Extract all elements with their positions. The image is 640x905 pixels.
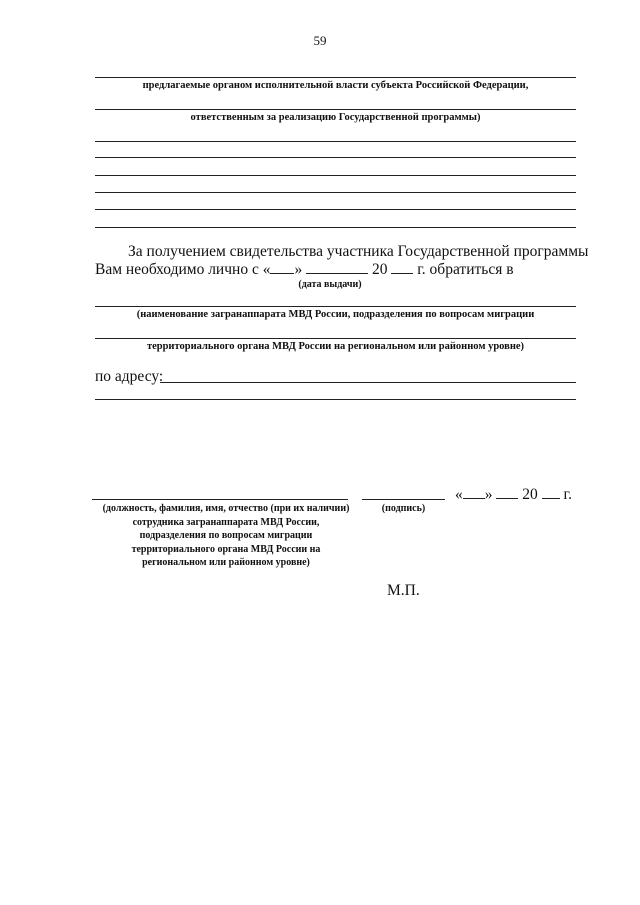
sign-day-blank[interactable]: [463, 485, 485, 499]
main-text-line-1: За получением свидетельства участника Государственной программы: [128, 243, 589, 260]
sign-date-suffix: г.: [563, 486, 572, 503]
sign-year-blank[interactable]: [542, 485, 560, 499]
main-text-suffix: г. обратиться в: [417, 261, 514, 278]
address-line[interactable]: [160, 382, 576, 383]
year-prefix: 20: [371, 261, 388, 278]
sign-date-open: «: [455, 486, 463, 503]
signatory-line[interactable]: [92, 499, 348, 500]
fill-line: [95, 192, 576, 193]
address-line-2[interactable]: [95, 399, 576, 400]
page-number: 59: [313, 33, 327, 48]
fill-line: [95, 209, 576, 210]
signature-caption: (подпись): [381, 503, 426, 514]
fill-line: [95, 306, 576, 307]
fill-line: [95, 109, 576, 110]
sign-month-blank[interactable]: [496, 485, 518, 499]
fill-line: [95, 338, 576, 339]
seal-label: М.П.: [387, 582, 420, 599]
day-blank[interactable]: [270, 260, 294, 274]
org-caption-2: территориального органа МВД России на региональном или районном уровне): [146, 341, 525, 352]
main-text-prefix: Вам необходимо лично с «: [95, 261, 271, 278]
header-caption-1: предлагаемые органом исполнительной власти субъекта Российской Федерации,: [142, 80, 529, 91]
sign-date: [455, 485, 572, 504]
year-blank[interactable]: [391, 260, 413, 274]
quote-close: »: [294, 261, 303, 278]
sign-date-close: »: [484, 486, 493, 503]
sign-date-year: 20: [522, 486, 538, 503]
org-caption-1: (наименование загранаппарата МВД России, подразделения по вопросам миграции: [136, 309, 535, 320]
fill-line: [95, 175, 576, 176]
fill-line: [95, 227, 576, 228]
fill-line: [95, 141, 576, 142]
month-blank[interactable]: [306, 260, 368, 274]
header-caption-2: ответственным за реализацию Государственной программы): [190, 112, 481, 123]
date-caption: (дата выдачи): [298, 279, 362, 290]
signatory-caption: (должность, фамилия, имя, отчество (при их наличии) сотрудника загранаппарата МВД России, подразделения по вопросам миграции территориального органа МВД России на региональном или районном уровне): [102, 503, 350, 568]
signature-line[interactable]: [362, 499, 445, 500]
fill-line: [95, 157, 576, 158]
main-text-line-2: [95, 260, 514, 279]
address-label: по адресу:: [95, 368, 164, 385]
fill-line: [95, 77, 576, 78]
